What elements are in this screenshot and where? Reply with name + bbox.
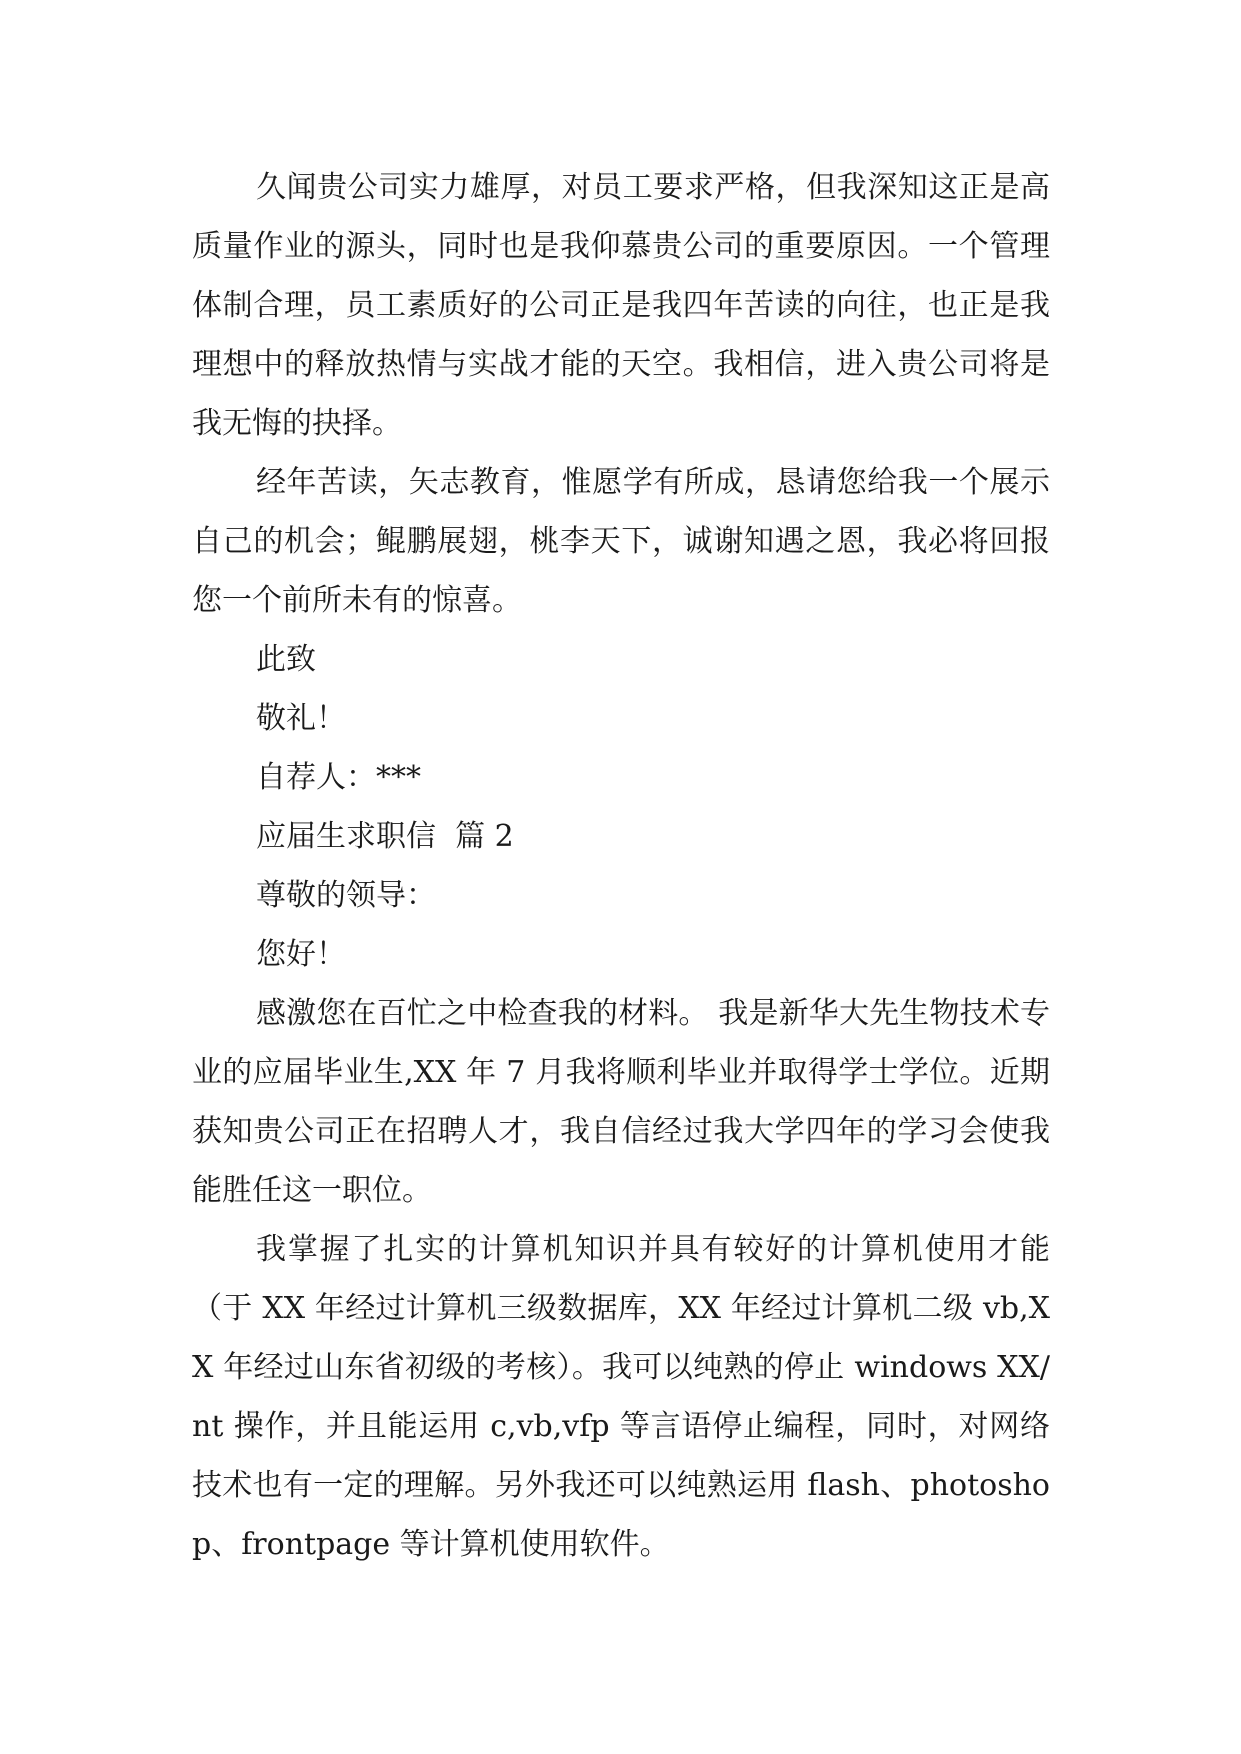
section-title: 应届生求职信 篇 2 <box>256 819 514 854</box>
paragraph-company-praise: 久闻贵公司实力雄厚，对员工要求严格，但我深知这正是高质量作业的源头，同时也是我仰慕贵公司的重要原因。一个管理体制合理，员工素质好的公司正是我四年苦读的向往，也正是我理想中的释放热情与实战才能的天空。我相信，进入贵公司将是我无悔的抉择。 <box>192 170 1050 441</box>
greeting-hello: 您好！ <box>256 937 346 972</box>
paragraph-computer-skills: 我掌握了扎实的计算机知识并具有较好的计算机使用才能（于 XX 年经过计算机三级数据库，XX 年经过计算机二级 vb,XX 年经过山东省初级的考核）。我可以纯熟的停止 windows XX/nt 操作，并且能运用 c,vb,vfp 等言语停止编程，同时，对网络技术也有一定的理解。另外我还可以纯熟运用 flash、photoshop、frontpage 等计算机使用软件。 <box>192 1232 1050 1562</box>
closing-salutation-1: 此致 <box>256 642 316 677</box>
closing-salutation-2: 敬礼！ <box>256 701 346 736</box>
paragraph-introduction: 感激您在百忙之中检查我的材料。 我是新华大先生物技术专业的应届毕业生,XX 年 7 月我将顺利毕业并取得学士学位。近期获知贵公司正在招聘人才，我自信经过我大学四年的学习会使我能胜任这一职位。 <box>192 996 1050 1208</box>
document-page <box>192 158 1050 1574</box>
addressee: 尊敬的领导： <box>256 878 436 913</box>
signature: 自荐人：*** <box>256 760 421 795</box>
paragraph-request-chance: 经年苦读，矢志教育，惟愿学有所成，恳请您给我一个展示自己的机会；鲲鹏展翅，桃李天下，诚谢知遇之恩，我必将回报您一个前所未有的惊喜。 <box>192 465 1050 618</box>
